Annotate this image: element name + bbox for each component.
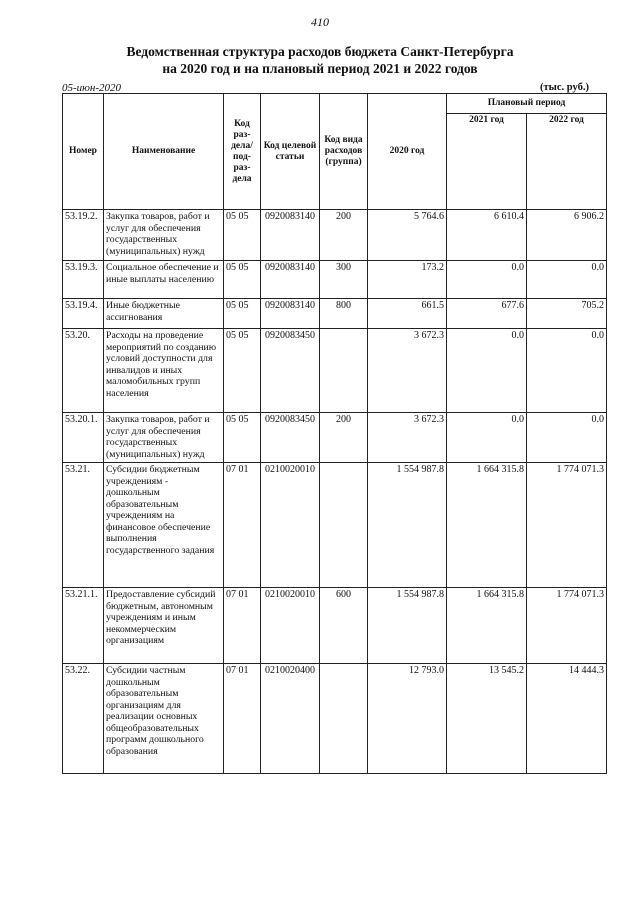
row-section-code: 05 05 (224, 210, 261, 261)
row-target-code: 0920083140 (261, 261, 320, 299)
table-row (63, 664, 607, 774)
header-2022: 2022 год (527, 114, 607, 210)
row-section-code: 05 05 (224, 261, 261, 299)
row-section-code: 05 05 (224, 329, 261, 413)
row-section-code: 05 05 (224, 299, 261, 329)
row-expense-type: 300 (320, 261, 368, 299)
row-name: Субсидии частным дошкольным образовательным организациям для реализации основных общеобразовательных программ дошкольного образования (104, 664, 224, 774)
row-number: 53.20. (63, 329, 104, 413)
row-section-code: 07 01 (224, 588, 261, 664)
row-section-code: 07 01 (224, 664, 261, 774)
row-number: 53.22. (63, 664, 104, 774)
header-2021: 2021 год (447, 114, 527, 210)
row-value-2022: 705.2 (527, 299, 607, 329)
row-value-2020: 5 764.6 (368, 210, 447, 261)
row-number: 53.21. (63, 463, 104, 588)
table-row (63, 210, 607, 261)
table-row (63, 413, 607, 463)
row-value-2022: 0.0 (527, 329, 607, 413)
unit-label: (тыс. руб.) (540, 82, 589, 93)
row-expense-type (320, 664, 368, 774)
row-name: Закупка товаров, работ и услуг для обеспечения государственных (муниципальных) нужд (104, 210, 224, 261)
header-section: Код раз- дела/ под- раз- дела (224, 94, 261, 210)
row-target-code: 0920083450 (261, 329, 320, 413)
row-value-2020: 1 554 987.8 (368, 463, 447, 588)
row-value-2021: 6 610.4 (447, 210, 527, 261)
row-target-code: 0210020010 (261, 463, 320, 588)
row-value-2021: 0.0 (447, 261, 527, 299)
header-expense-type: Код вида расходов (группа) (320, 94, 368, 210)
title-line-2: на 2020 год и на плановый период 2021 и 2022 годов (162, 61, 478, 76)
row-target-code: 0210020010 (261, 588, 320, 664)
row-value-2022: 6 906.2 (527, 210, 607, 261)
table-row (63, 588, 607, 664)
row-value-2020: 173.2 (368, 261, 447, 299)
row-value-2020: 661.5 (368, 299, 447, 329)
row-value-2020: 1 554 987.8 (368, 588, 447, 664)
row-value-2021: 1 664 315.8 (447, 588, 527, 664)
row-target-code: 0210020400 (261, 664, 320, 774)
title-line-1: Ведомственная структура расходов бюджета Санкт-Петербурга (126, 44, 514, 59)
row-value-2020: 3 672.3 (368, 413, 447, 463)
row-name: Предоставление субсидий бюджетным, автономным учреждениям и иным некоммерческим организациям (104, 588, 224, 664)
row-target-code: 0920083140 (261, 210, 320, 261)
row-value-2022: 0.0 (527, 413, 607, 463)
row-value-2021: 0.0 (447, 413, 527, 463)
row-target-code: 0920083140 (261, 299, 320, 329)
row-expense-type (320, 463, 368, 588)
budget-table (62, 93, 607, 774)
row-name: Иные бюджетные ассигнования (104, 299, 224, 329)
row-expense-type: 800 (320, 299, 368, 329)
document-title (0, 43, 640, 77)
header-planned: Плановый период (447, 94, 607, 114)
row-value-2020: 3 672.3 (368, 329, 447, 413)
table-row (63, 463, 607, 588)
document-date: 05-июн-2020 (62, 82, 122, 94)
row-value-2020: 12 793.0 (368, 664, 447, 774)
row-expense-type (320, 329, 368, 413)
row-value-2021: 677.6 (447, 299, 527, 329)
table-row (63, 261, 607, 299)
page-number: 410 (311, 15, 329, 29)
header-name: Наименование (104, 94, 224, 210)
row-name: Расходы на проведение мероприятий по созданию условий доступности для инвалидов и иных маломобильных групп населения (104, 329, 224, 413)
row-value-2022: 1 774 071.3 (527, 588, 607, 664)
row-number: 53.19.3. (63, 261, 104, 299)
row-value-2022: 1 774 071.3 (527, 463, 607, 588)
row-number: 53.19.4. (63, 299, 104, 329)
row-section-code: 05 05 (224, 413, 261, 463)
row-value-2022: 14 444.3 (527, 664, 607, 774)
row-number: 53.20.1. (63, 413, 104, 463)
row-number: 53.19.2. (63, 210, 104, 261)
table-row (63, 299, 607, 329)
row-target-code: 0920083450 (261, 413, 320, 463)
header-2020: 2020 год (368, 94, 447, 210)
row-name: Социальное обеспечение и иные выплаты населению (104, 261, 224, 299)
row-expense-type: 200 (320, 210, 368, 261)
row-value-2021: 0.0 (447, 329, 527, 413)
row-name: Субсидии бюджетным учреждениям - дошкольным образовательным учреждениям на финансовое обеспечение выполнения государственного задания (104, 463, 224, 588)
row-value-2021: 1 664 315.8 (447, 463, 527, 588)
row-number: 53.21.1. (63, 588, 104, 664)
header-number: Номер (63, 94, 104, 210)
row-name: Закупка товаров, работ и услуг для обеспечения государственных (муниципальных) нужд (104, 413, 224, 463)
row-section-code: 07 01 (224, 463, 261, 588)
row-value-2022: 0.0 (527, 261, 607, 299)
table-row (63, 329, 607, 413)
row-expense-type: 200 (320, 413, 368, 463)
header-target: Код целевой статьи (261, 94, 320, 210)
row-value-2021: 13 545.2 (447, 664, 527, 774)
row-expense-type: 600 (320, 588, 368, 664)
